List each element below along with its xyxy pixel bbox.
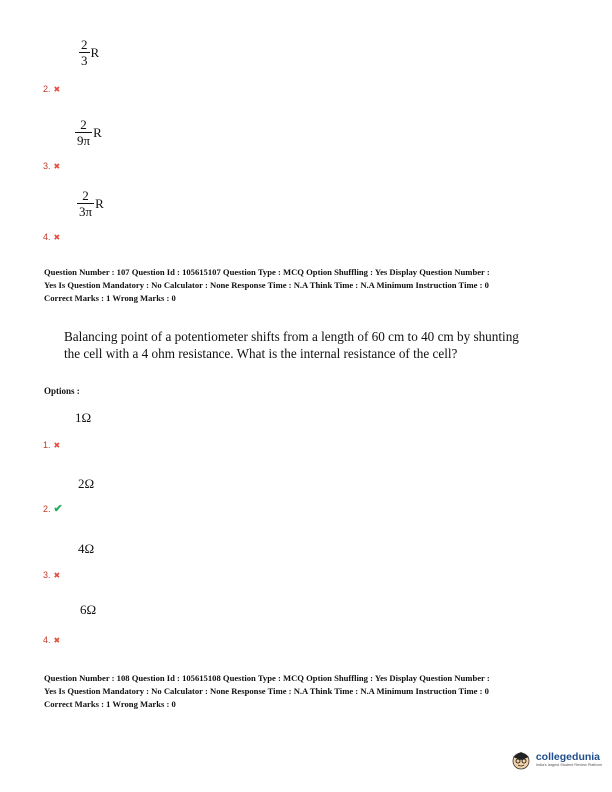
option-4-value: 6Ω: [80, 602, 97, 617]
fraction: [75, 118, 92, 147]
meta-line: Question Number : 108 Question Id : 105615108 Question Type : MCQ Option Shuffling : Yes Display Question Number :: [44, 673, 490, 683]
fraction: [77, 189, 94, 218]
collegedunia-logo: [509, 748, 602, 772]
fraction-numerator: 2: [82, 188, 89, 203]
meta-line: Question Number : 107 Question Id : 105615107 Question Type : MCQ Option Shuffling : Yes Display Question Number :: [44, 267, 490, 277]
wrong-mark-icon: ✖: [53, 636, 61, 645]
prev-option-4-number: 4. ✖: [43, 232, 61, 242]
wrong-mark-icon: ✖: [53, 85, 61, 94]
meta-line: Correct Marks : 1 Wrong Marks : 0: [44, 699, 176, 709]
fraction-suffix: R: [95, 195, 104, 211]
question-line: the cell with a 4 ohm resistance. What is the internal resistance of the cell?: [64, 346, 458, 361]
prev-option-1-fraction: [79, 38, 99, 67]
option-2-value: 2Ω: [78, 476, 95, 491]
question-107-meta: [44, 266, 584, 305]
meta-line: Yes Is Question Mandatory : No Calculator : None Response Time : N.A Think Time : N.A Minimum Instruction Time : 0: [44, 686, 489, 696]
prev-option-3-number: 3. ✖: [43, 161, 61, 171]
mascot-icon: [509, 748, 533, 772]
question-108-meta: [44, 672, 584, 711]
option-2-number: 2. ✔: [43, 503, 63, 515]
question-107-text: [64, 328, 564, 362]
option-3-value: 4Ω: [78, 541, 95, 556]
fraction-numerator: 2: [81, 37, 88, 52]
meta-line: Correct Marks : 1 Wrong Marks : 0: [44, 293, 176, 303]
options-label: Options :: [44, 386, 80, 396]
fraction-numerator: 2: [80, 117, 87, 132]
fraction-denominator: 9π: [77, 133, 91, 148]
fraction-denominator: 3π: [79, 204, 93, 219]
fraction-denominator: 3: [81, 53, 88, 68]
prev-option-3-fraction: [77, 189, 104, 218]
wrong-mark-icon: ✖: [53, 571, 61, 580]
fraction-suffix: R: [90, 44, 100, 60]
wrong-mark-icon: ✖: [53, 233, 61, 242]
option-3-number: 3. ✖: [43, 570, 61, 580]
option-1-number: 1. ✖: [43, 440, 61, 450]
option-1-value: 1Ω: [75, 410, 92, 425]
fraction: [79, 38, 90, 67]
correct-mark-icon: ✔: [53, 503, 63, 515]
fraction-suffix: R: [93, 124, 102, 140]
meta-line: Yes Is Question Mandatory : No Calculator : None Response Time : N.A Think Time : N.A Minimum Instruction Time : 0: [44, 280, 489, 290]
question-line: Balancing point of a potentiometer shifts from a length of 60 cm to 40 cm by shunting: [64, 329, 519, 344]
logo-name: collegedunia: [535, 751, 601, 763]
wrong-mark-icon: ✖: [53, 162, 61, 171]
option-4-number: 4. ✖: [43, 635, 61, 645]
wrong-mark-icon: ✖: [53, 441, 61, 450]
prev-option-2-number: 2. ✖: [43, 84, 61, 94]
prev-option-2-fraction: [75, 118, 102, 147]
logo-tagline: India's largest Student Review Platform: [535, 763, 602, 767]
